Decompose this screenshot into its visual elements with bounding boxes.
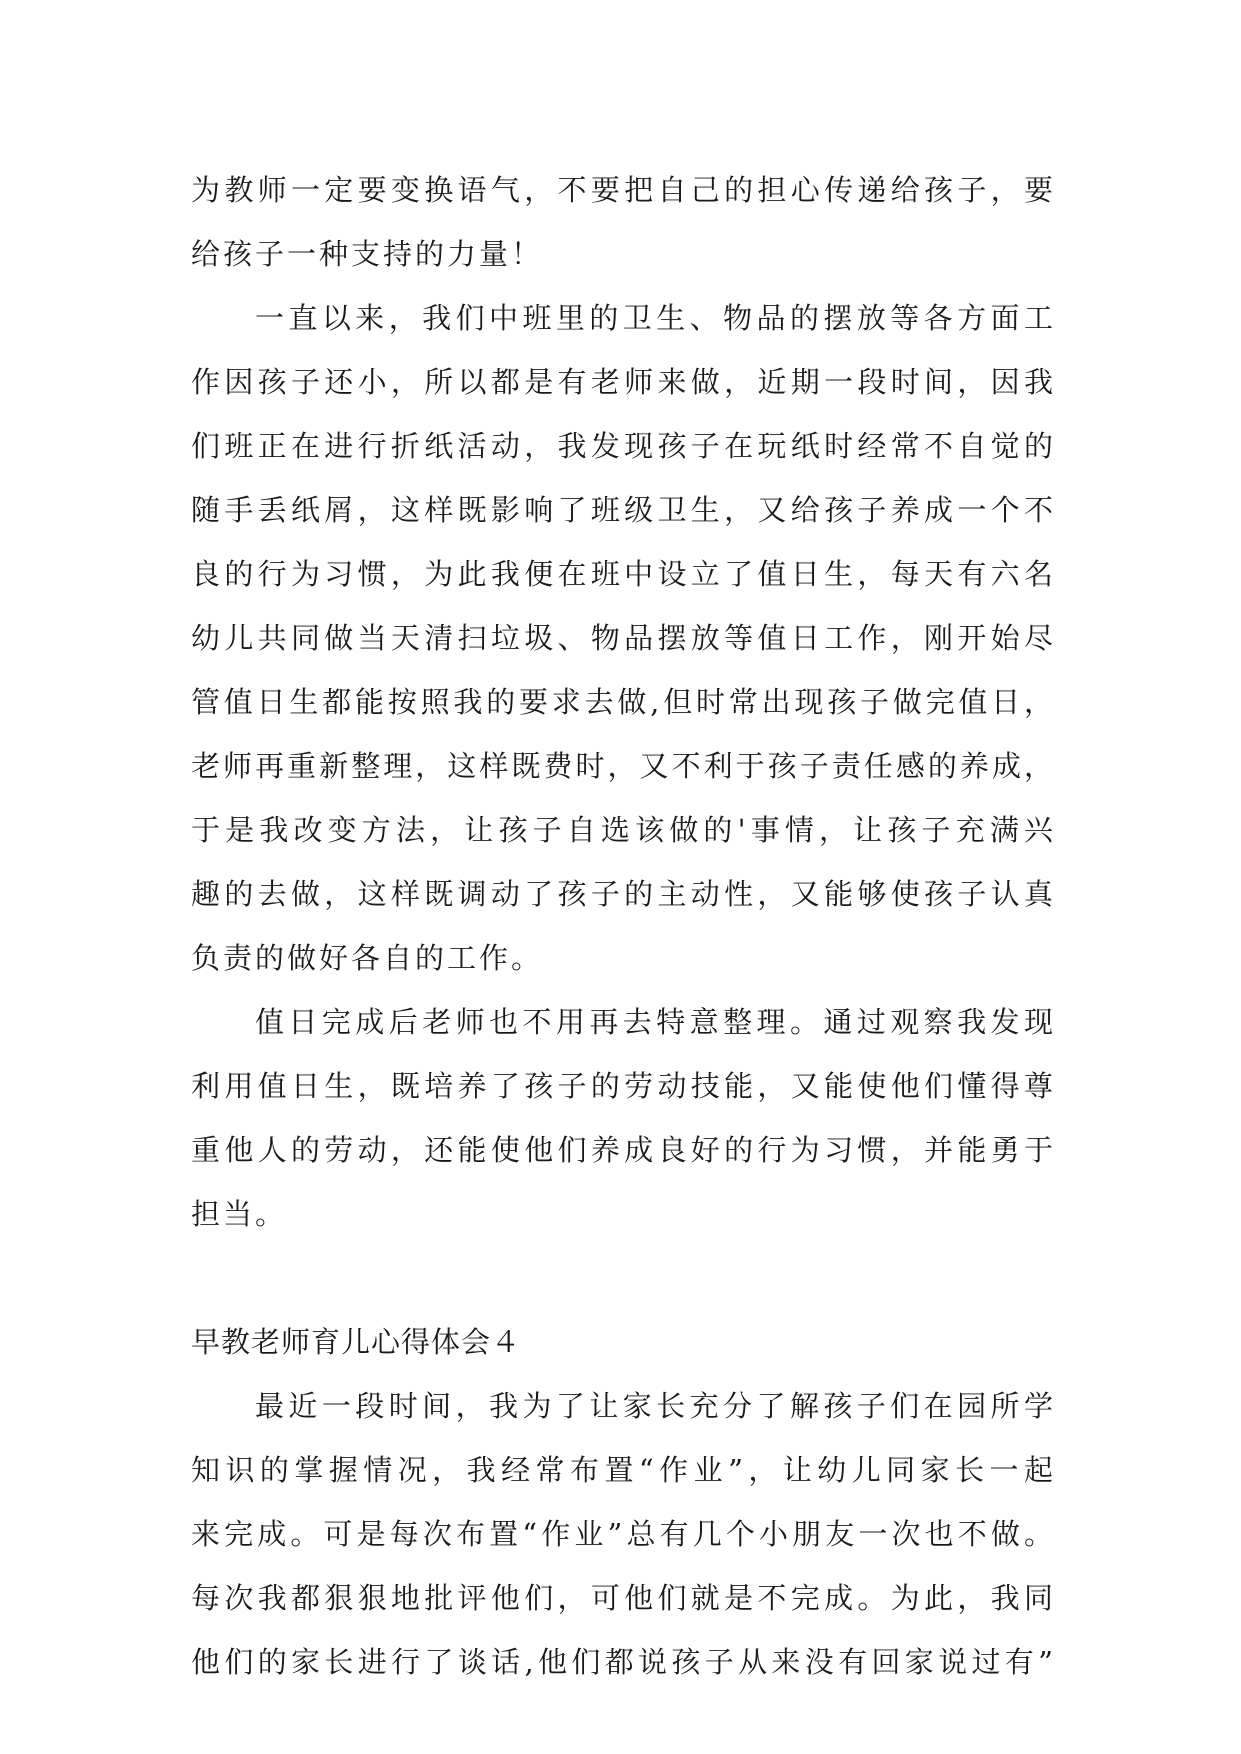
text-line: 最近一段时间，我为了让家长充分了解孩子们在园所学 [255,1389,1056,1423]
text-line: 为教师一定要变换语气，不要把自己的担心传递给孩子，要 [191,173,1056,207]
paragraph-2 [191,286,1056,990]
text-line: 知识的掌握情况，我经常布置“作业”，让幼儿同家长一起 [191,1453,1056,1487]
paragraph-3 [191,990,1056,1246]
text-line: 老师再重新整理，这样既费时，又不利于孩子责任感的养成， [191,749,1056,783]
section-gap [191,1246,1056,1310]
text-line: 担当。 [191,1197,288,1231]
text-line: 幼儿共同做当天清扫垃圾、物品摆放等值日工作，刚开始尽 [191,621,1056,655]
text-line: 每次我都狠狠地批评他们，可他们就是不完成。为此，我同 [191,1581,1056,1615]
text-line: 一直以来，我们中班里的卫生、物品的摆放等各方面工 [255,301,1056,335]
text-line: 良的行为习惯，为此我便在班中设立了值日生，每天有六名 [191,557,1056,591]
text-line: 随手丢纸屑，这样既影响了班级卫生，又给孩子养成一个不 [191,493,1056,527]
text-line: 负责的做好各自的工作。 [191,941,544,975]
text-line: 们班正在进行折纸活动，我发现孩子在玩纸时经常不自觉的 [191,429,1056,463]
text-line: 给孩子一种支持的力量！ [191,237,544,271]
text-line: 他们的家长进行了谈话,他们都说孩子从来没有回家说过有” [191,1645,1056,1679]
text-line: 于是我改变方法，让孩子自选该做的'事情，让孩子充满兴 [191,813,1056,847]
text-line: 趣的去做，这样既调动了孩子的主动性，又能够使孩子认真 [191,877,1056,911]
text-line: 来完成。可是每次布置“作业”总有几个小朋友一次也不做。 [191,1517,1056,1551]
paragraph-1 [191,158,1056,286]
text-line: 作因孩子还小，所以都是有老师来做，近期一段时间，因我 [191,365,1056,399]
text-line: 利用值日生，既培养了孩子的劳动技能，又能使他们懂得尊 [191,1069,1056,1103]
text-line: 重他人的劳动，还能使他们养成良好的行为习惯，并能勇于 [191,1133,1056,1167]
document-body [191,158,1056,1694]
text-line: 值日完成后老师也不用再去特意整理。通过观察我发现 [255,1005,1056,1039]
section-heading: 早教老师育儿心得体会４ [191,1325,522,1359]
text-line: 管值日生都能按照我的要求去做,但时常出现孩子做完值日， [191,685,1056,719]
paragraph-4 [191,1374,1056,1694]
